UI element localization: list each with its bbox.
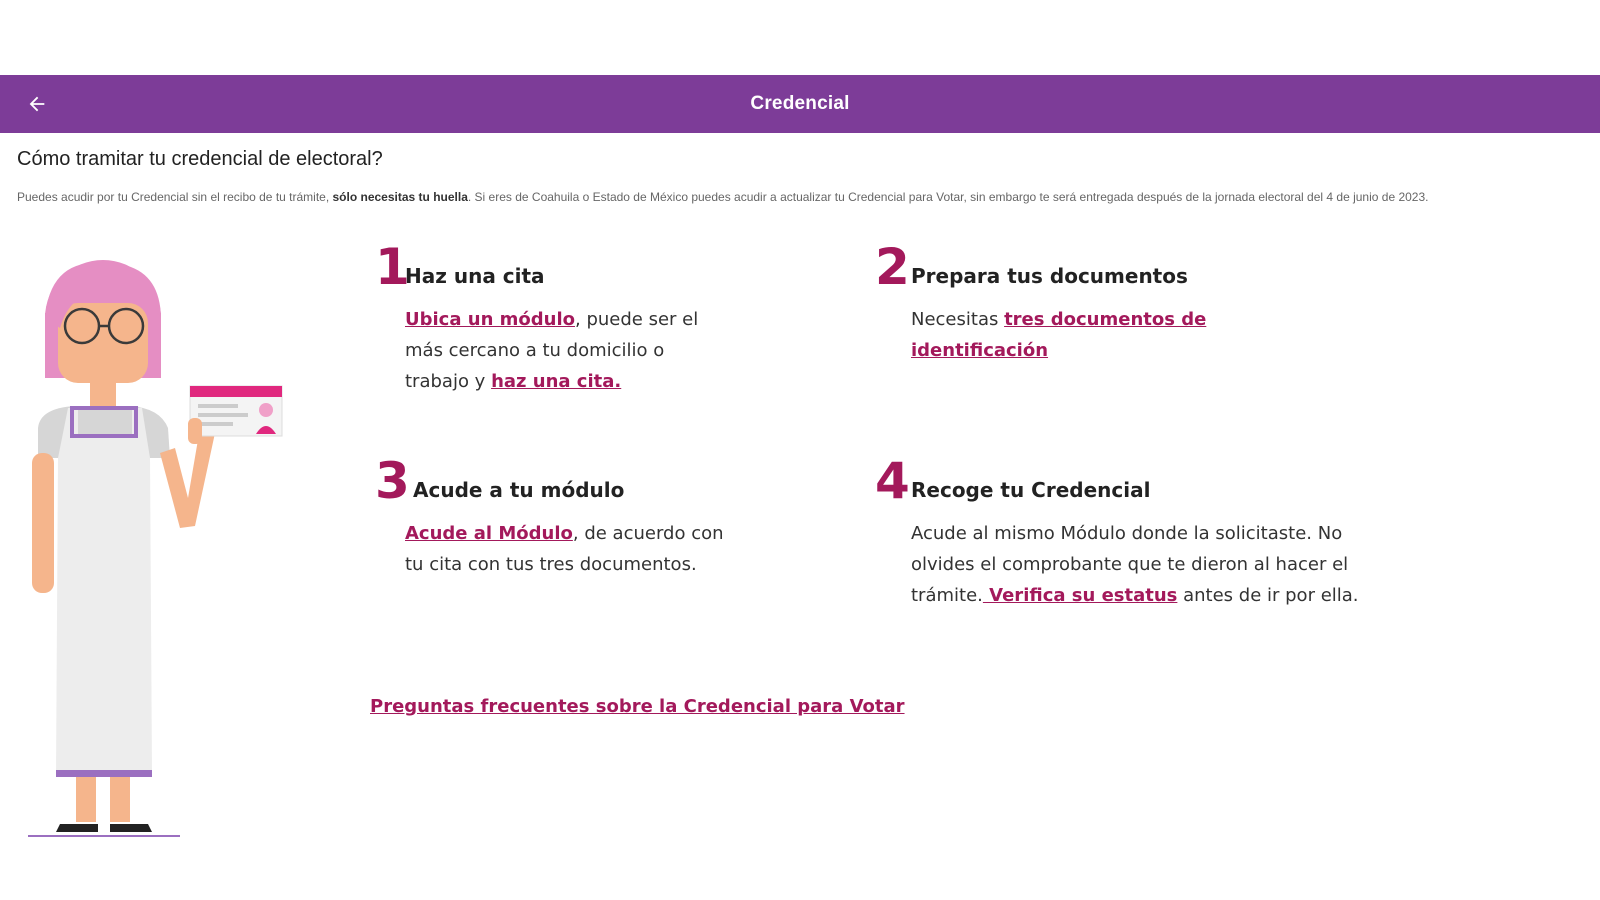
step-number: 3: [375, 452, 410, 510]
step-description: [405, 304, 725, 397]
woman-holding-credential-illustration: [20, 258, 300, 848]
step-text: Necesitas: [911, 309, 1005, 330]
step-text: , puede ser el más cercano a tu domicilio o trabajo y: [405, 309, 699, 392]
step-number: 2: [875, 238, 910, 296]
locate-module-link[interactable]: Ubica un módulo: [405, 309, 576, 330]
step-description: [911, 518, 1371, 611]
faq-link[interactable]: Preguntas frecuentes sobre la Credencial para Votar: [370, 696, 905, 717]
step-title: Prepara tus documentos: [911, 264, 1188, 288]
step-description: [405, 518, 725, 580]
page-heading: Cómo tramitar tu credencial de electoral?: [17, 148, 383, 170]
step-text: Acude al mismo Módulo donde la solicitaste. No olvides el comprobante que te dieron al hacer el trámite.: [911, 523, 1349, 606]
back-button[interactable]: [22, 89, 52, 119]
app-bar-title: Credencial: [750, 93, 850, 114]
verify-status-link[interactable]: Verifica su estatus: [982, 585, 1178, 606]
step-title: Haz una cita: [405, 264, 545, 288]
intro-text-before: Puedes acudir por tu Credencial sin el recibo de tu trámite,: [17, 190, 333, 204]
step-title: Acude a tu módulo: [413, 478, 625, 502]
step-text: , de acuerdo con tu cita con tus tres documentos.: [405, 523, 724, 575]
step-text-end: antes de ir por ella.: [1177, 585, 1359, 606]
make-appointment-link[interactable]: haz una cita.: [491, 371, 622, 392]
identification-documents-link[interactable]: tres documentos de identificación: [911, 309, 1207, 361]
intro-bold-text: sólo necesitas tu huella: [332, 190, 468, 204]
step-number: 1: [375, 238, 410, 296]
go-to-module-link[interactable]: Acude al Módulo: [405, 523, 573, 544]
intro-text-after: . Si eres de Coahuila o Estado de México puedes acudir a actualizar tu Credencial para Votar, sin embargo te será entregada después de la jornada electoral del 4 de junio de 2023.: [467, 190, 1429, 204]
step-2: [875, 238, 1395, 372]
app-bar: [0, 75, 1600, 133]
step-1: [375, 238, 795, 402]
intro-paragraph: [17, 189, 1587, 206]
arrow-left-icon: [26, 93, 48, 115]
step-3: [375, 452, 795, 616]
step-title: Recoge tu Credencial: [911, 478, 1151, 502]
step-number: 4: [875, 452, 910, 510]
step-4: [875, 452, 1475, 656]
step-description: [911, 304, 1241, 366]
